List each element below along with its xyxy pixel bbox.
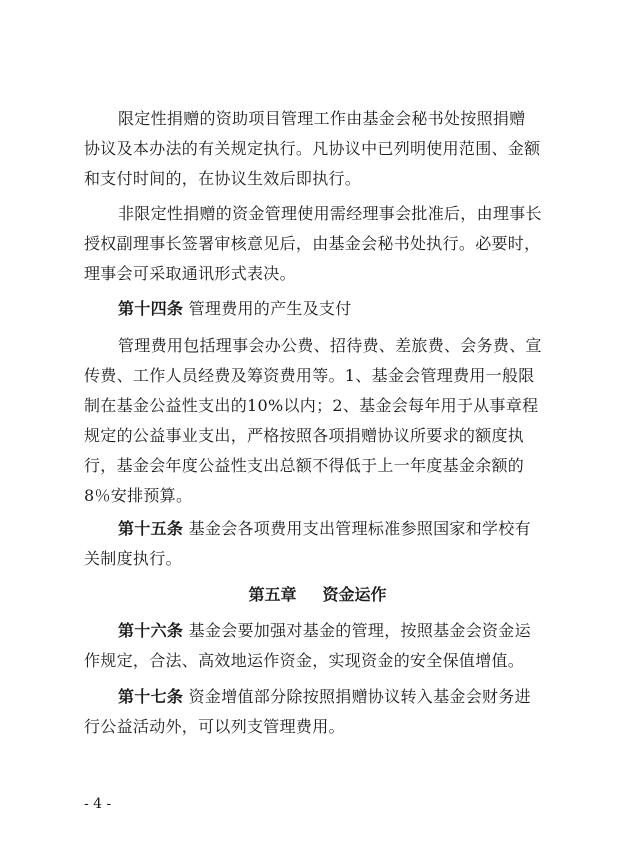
text-line: 8％安排预算。 [84,486,193,505]
chapter-heading [0,580,635,610]
text-line: 行公益活动外，可以列支管理费用。 [84,717,345,736]
text-line: 制在基金公益性支出的10%以内；2、基金会每年用于从事章程 [84,396,539,415]
text-line: 非限定性捐赠的资金管理使用需经理事会批准后，由理事长 [118,204,542,223]
text-line: 管理费用包括理事会办公费、招待费、差旅费、会务费、宣 [118,336,542,355]
chapter-title: 资金运作 [322,585,387,604]
paragraph-unrestricted-donation [84,199,554,289]
page-number: - 4 - [84,796,112,812]
text-line: 关制度执行。 [84,549,182,568]
paragraph-restricted-donation [84,104,554,194]
chapter-number: 第五章 [248,585,297,604]
article-text: 资金增值部分除按照捐赠协议转入基金会财务进 [188,687,531,706]
article-14-heading [84,294,554,324]
article-label: 第十七条 [118,687,184,706]
article-text: 基金会各项费用支出管理标准参照国家和学校有 [188,519,531,538]
text-line: 协议及本办法的有关规定执行。凡协议中已列明使用范围、金额 [84,139,541,158]
article-17 [84,682,554,742]
text-line: 授权副理事长签署审核意见后，由基金会秘书处执行。必要时， [84,234,541,253]
article-title: 管理费用的产生及支付 [188,299,352,318]
text-line: 传费、工作人员经费及筹资费用等。1、基金会管理费用一般限 [84,366,535,385]
text-line: 作规定，合法、高效地运作资金，实现资金的安全保值增值。 [84,651,525,670]
text-line: 和支付时间的，在协议生效后即执行。 [84,169,362,188]
article-label: 第十五条 [118,519,184,538]
article-16 [84,616,554,676]
text-line: 限定性捐赠的资助项目管理工作由基金会秘书处按照捐赠 [118,109,526,128]
article-label: 第十四条 [118,299,184,318]
article-label: 第十六条 [118,621,184,640]
paragraph-management-costs [84,331,554,511]
article-15 [84,514,554,574]
text-line: 规定的公益事业支出，严格按照各项捐赠协议所要求的额度执 [84,426,525,445]
text-line: 行，基金会年度公益性支出总额不得低于上一年度基金余额的 [84,456,525,475]
text-line: 理事会可采取通讯形式表决。 [84,264,296,283]
article-text: 基金会要加强对基金的管理，按照基金会资金运 [188,621,531,640]
